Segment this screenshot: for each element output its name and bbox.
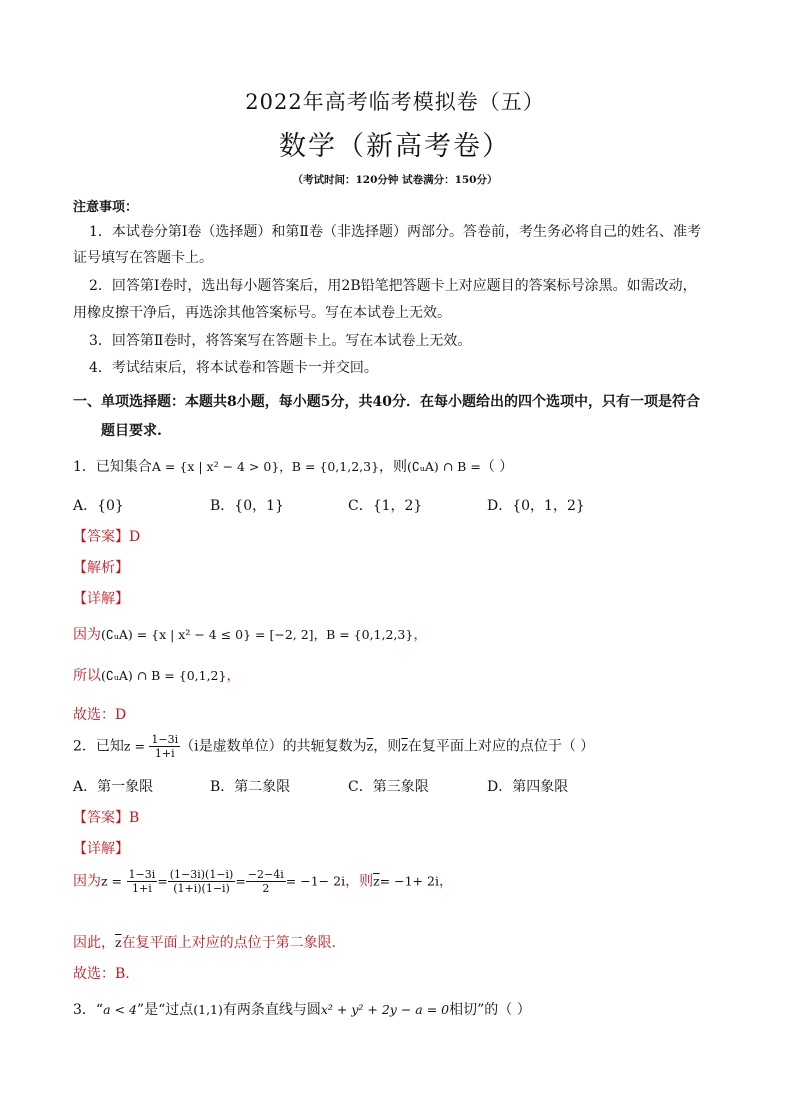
q2-sol-then: ，则 bbox=[345, 873, 374, 890]
section-heading-line1: 一、单项选择题：本题共8小题，每小题5分，共40分．在每小题给出的四个选项中，只有一项是符合 bbox=[73, 394, 700, 410]
q3-condition: a < 4 bbox=[103, 1002, 137, 1017]
q3-stem bbox=[73, 999, 531, 1019]
q2-f1-den: 1+i bbox=[132, 882, 152, 895]
notice-item4: 4．考试结束后，将本试卷和答题卡一并交回。 bbox=[89, 360, 378, 376]
q1-stem-prefix: 1．已知集合 bbox=[73, 459, 152, 475]
q1-option-a: A．{0} bbox=[73, 498, 124, 514]
notice-item3: 3．回答第Ⅱ卷时，将答案写在答题卡上。写在本试卷上无效。 bbox=[89, 333, 472, 349]
q2-z-lhs: z = bbox=[123, 738, 145, 754]
q3-stem-end: 相切”的（ ） bbox=[449, 1002, 531, 1018]
section-heading-line2: 题目要求. bbox=[101, 423, 162, 439]
q2-option-a: A．第一象限 bbox=[73, 779, 154, 795]
q1-sol1-b: ，B = {0,1,2,3} bbox=[313, 627, 414, 642]
q2-f3-num: −2−4i bbox=[247, 868, 284, 881]
q1-solution-line1 bbox=[73, 624, 427, 644]
q1-analysis-label: 【解析】 bbox=[73, 560, 129, 576]
q2-sol-z: z = bbox=[101, 873, 123, 889]
notice-item1-line2: 证号填写在答题卡上。 bbox=[73, 250, 213, 266]
q2-sol-fraction-3 bbox=[246, 868, 286, 895]
q1-sol2-expr: (∁ᵤA) ∩ B = {0,1,2} bbox=[101, 668, 227, 683]
q2-therefore-rest: 在复平面上对应的点位于第二象限. bbox=[121, 935, 337, 951]
q2-conclusion: 故选：B. bbox=[73, 966, 130, 982]
notice-heading: 注意事项： bbox=[73, 200, 139, 215]
q1-expression: (∁ᵤA) ∩ B = bbox=[407, 459, 481, 474]
q2-f2-den: (1+i)(1−i) bbox=[173, 882, 230, 895]
q2-stem bbox=[73, 733, 594, 760]
q1-set-a: A = {x | x² − 4 > 0} bbox=[151, 459, 280, 474]
q3-circle: x² + y² + 2y − a = 0 bbox=[320, 1002, 450, 1017]
q2-solution-line: 因为z = $\frac{1-3i}{1+i}$ = $\frac{(1-3i)(1-i)}{(1+i)(1-i)}$ = $\frac{-2-4i}{2}$ = −1− 2i，则$\overline{z}= -1+ 2i$， bbox=[73, 868, 453, 895]
q2-sol-tail: = −1− 2i bbox=[285, 873, 346, 889]
q2-stem-end: 在复平面上对应的点位于（ ） bbox=[407, 738, 595, 755]
q2-sol-end: ， bbox=[438, 873, 453, 890]
q1-sol1-expr: (∁ᵤA) = {x | x² − 4 ≤ 0} = [−2, 2] bbox=[101, 627, 314, 642]
q2-z-denominator: 1+i bbox=[154, 747, 175, 760]
exam-subject: 数学（新高考卷） bbox=[279, 131, 511, 162]
q3-stem-mid: ”是“过点 bbox=[136, 1002, 194, 1018]
q1-option-b: B．{0，1} bbox=[210, 498, 284, 514]
notice-item1-line1: 1．本试卷分第Ⅰ卷（选择题）和第Ⅱ卷（非选择题）两部分。答卷前，考生务必将自己的姓名、准考 bbox=[89, 224, 701, 240]
notice-item2-line2: 用橡皮擦干净后，再选涂其他答案标号。写在本试卷上无效。 bbox=[73, 305, 451, 321]
q2-detail-label: 【详解】 bbox=[73, 841, 129, 857]
q2-stem-prefix: 2．已知 bbox=[73, 738, 124, 755]
q2-stem-mid: （i是虚数单位）的共轭复数为 bbox=[180, 738, 367, 755]
q1-option-d: D．{0，1，2} bbox=[487, 498, 585, 514]
q1-conclusion: 故选：D bbox=[73, 707, 127, 723]
q2-sol-zbar-val: = −1+ 2i bbox=[379, 873, 439, 889]
q2-f2-num: (1−3i)(1−i) bbox=[169, 868, 234, 881]
q2-therefore-prefix: 因此， bbox=[73, 935, 115, 951]
q1-sol2-prefix: 所以 bbox=[73, 668, 101, 684]
q2-sol-prefix: 因为 bbox=[73, 873, 101, 890]
q2-option-d: D．第四象限 bbox=[487, 779, 569, 795]
q2-zbar: $\overline{z}$ bbox=[366, 738, 374, 754]
q1-stem-mid: ，则 bbox=[379, 459, 408, 475]
q2-option-c: C．第三象限 bbox=[348, 779, 429, 795]
q1-sol1-prefix: 因为 bbox=[73, 627, 101, 643]
q1-option-c: C．{1，2} bbox=[348, 498, 423, 514]
q2-z-numerator: 1−3i bbox=[151, 733, 179, 746]
q1-stem bbox=[73, 456, 513, 476]
q2-stem-mid2: ，则 bbox=[373, 738, 402, 755]
notice-item2-line1: 2．回答第Ⅰ卷时，选出每小题答案后，用2B铅笔把答题卡上对应题目的答案标号涂黑。如需改动， bbox=[89, 278, 697, 294]
q2-sol-fraction-1 bbox=[127, 868, 158, 895]
q2-answer: 【答案】B bbox=[73, 810, 140, 826]
q2-sol-fraction-2 bbox=[168, 868, 236, 895]
q3-stem-start: 3．“ bbox=[73, 1002, 104, 1018]
exam-title: 2022年高考临考模拟卷（五） bbox=[245, 90, 545, 114]
q2-f3-den: 2 bbox=[262, 882, 270, 895]
q2-z-fraction bbox=[149, 733, 180, 760]
q2-option-b: B．第二象限 bbox=[210, 779, 291, 795]
q1-set-b: ，B = {0,1,2,3} bbox=[279, 459, 380, 474]
q1-solution-line2 bbox=[73, 665, 240, 685]
q1-sol1-end: ， bbox=[413, 627, 428, 643]
q3-stem-mid2: 有两条直线与圆 bbox=[222, 1002, 321, 1018]
q1-answer: 【答案】D bbox=[73, 529, 141, 545]
q1-sol2-end: ， bbox=[226, 668, 241, 684]
q2-zbar-2: $\overline{z}$ bbox=[401, 738, 408, 754]
q1-paren: （ ） bbox=[480, 459, 514, 475]
exam-meta: （考试时间：120分钟 试卷满分：150分） bbox=[292, 174, 498, 186]
q1-detail-label: 【详解】 bbox=[73, 591, 129, 607]
q2-therefore bbox=[73, 932, 336, 952]
q2-therefore-zbar: $\overline{z}$ bbox=[115, 935, 122, 950]
q3-point: (1,1) bbox=[193, 1002, 223, 1017]
q2-sol-zbar: $\overline{z}$ bbox=[373, 873, 380, 889]
q2-f1-num: 1−3i bbox=[128, 868, 156, 881]
